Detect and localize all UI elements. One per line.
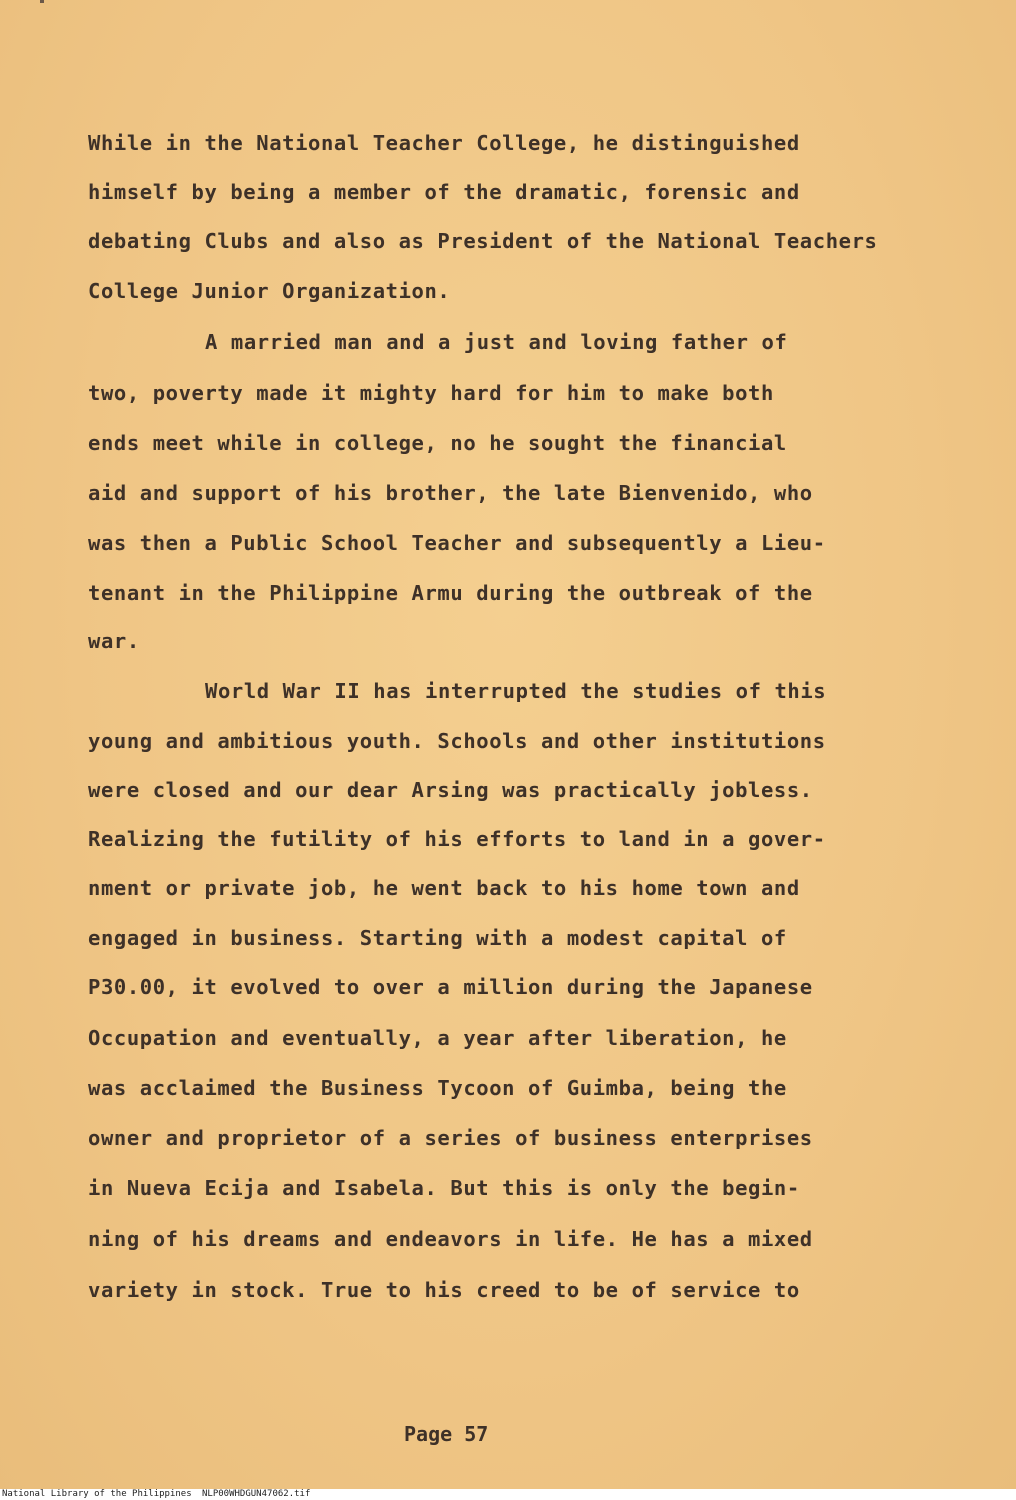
text-line: young and ambitious youth. Schools and other institutions — [88, 729, 826, 753]
text-line: ning of his dreams and endeavors in life. He has a mixed — [88, 1227, 813, 1251]
text-line: two, poverty made it mighty hard for him to make both — [88, 381, 774, 405]
corner-mark — [40, 0, 44, 3]
text-line: College Junior Organization. — [88, 279, 451, 303]
text-line: in Nueva Ecija and Isabela. But this is only the begin- — [88, 1176, 800, 1200]
text-line: war. — [88, 629, 140, 653]
text-line: ends meet while in college, no he sought the financial — [88, 431, 787, 455]
text-line: A married man and a just and loving father of — [205, 330, 788, 354]
text-line: Occupation and eventually, a year after liberation, he — [88, 1026, 787, 1050]
text-line: variety in stock. True to his creed to be of service to — [88, 1278, 800, 1302]
text-line: While in the National Teacher College, he distinguished — [88, 131, 800, 155]
text-line: nment or private job, he went back to his home town and — [88, 876, 800, 900]
text-line: himself by being a member of the dramatic, forensic and — [88, 180, 800, 204]
file-name: NLP00WHDGUN47062.tif — [202, 1489, 311, 1499]
text-line: were closed and our dear Arsing was practically jobless. — [88, 778, 813, 802]
text-line: World War II has interrupted the studies of this — [205, 679, 827, 703]
text-line: was then a Public School Teacher and subsequently a Lieu- — [88, 531, 826, 555]
text-line: debating Clubs and also as President of the National Teachers — [88, 229, 878, 253]
scan-footer — [0, 1489, 1016, 1500]
text-line: was acclaimed the Business Tycoon of Guimba, being the — [88, 1076, 787, 1100]
text-line: tenant in the Philippine Armu during the outbreak of the — [88, 581, 813, 605]
text-line: Realizing the futility of his efforts to land in a gover- — [88, 827, 826, 851]
text-line: aid and support of his brother, the late Bienvenido, who — [88, 481, 813, 505]
text-line: engaged in business. Starting with a modest capital of — [88, 926, 787, 950]
text-line: P30.00, it evolved to over a million during the Japanese — [88, 975, 813, 999]
page-number: Page 57 — [404, 1422, 489, 1446]
text-line: owner and proprietor of a series of business enterprises — [88, 1126, 813, 1150]
library-credit: National Library of the Philippines — [2, 1489, 192, 1499]
